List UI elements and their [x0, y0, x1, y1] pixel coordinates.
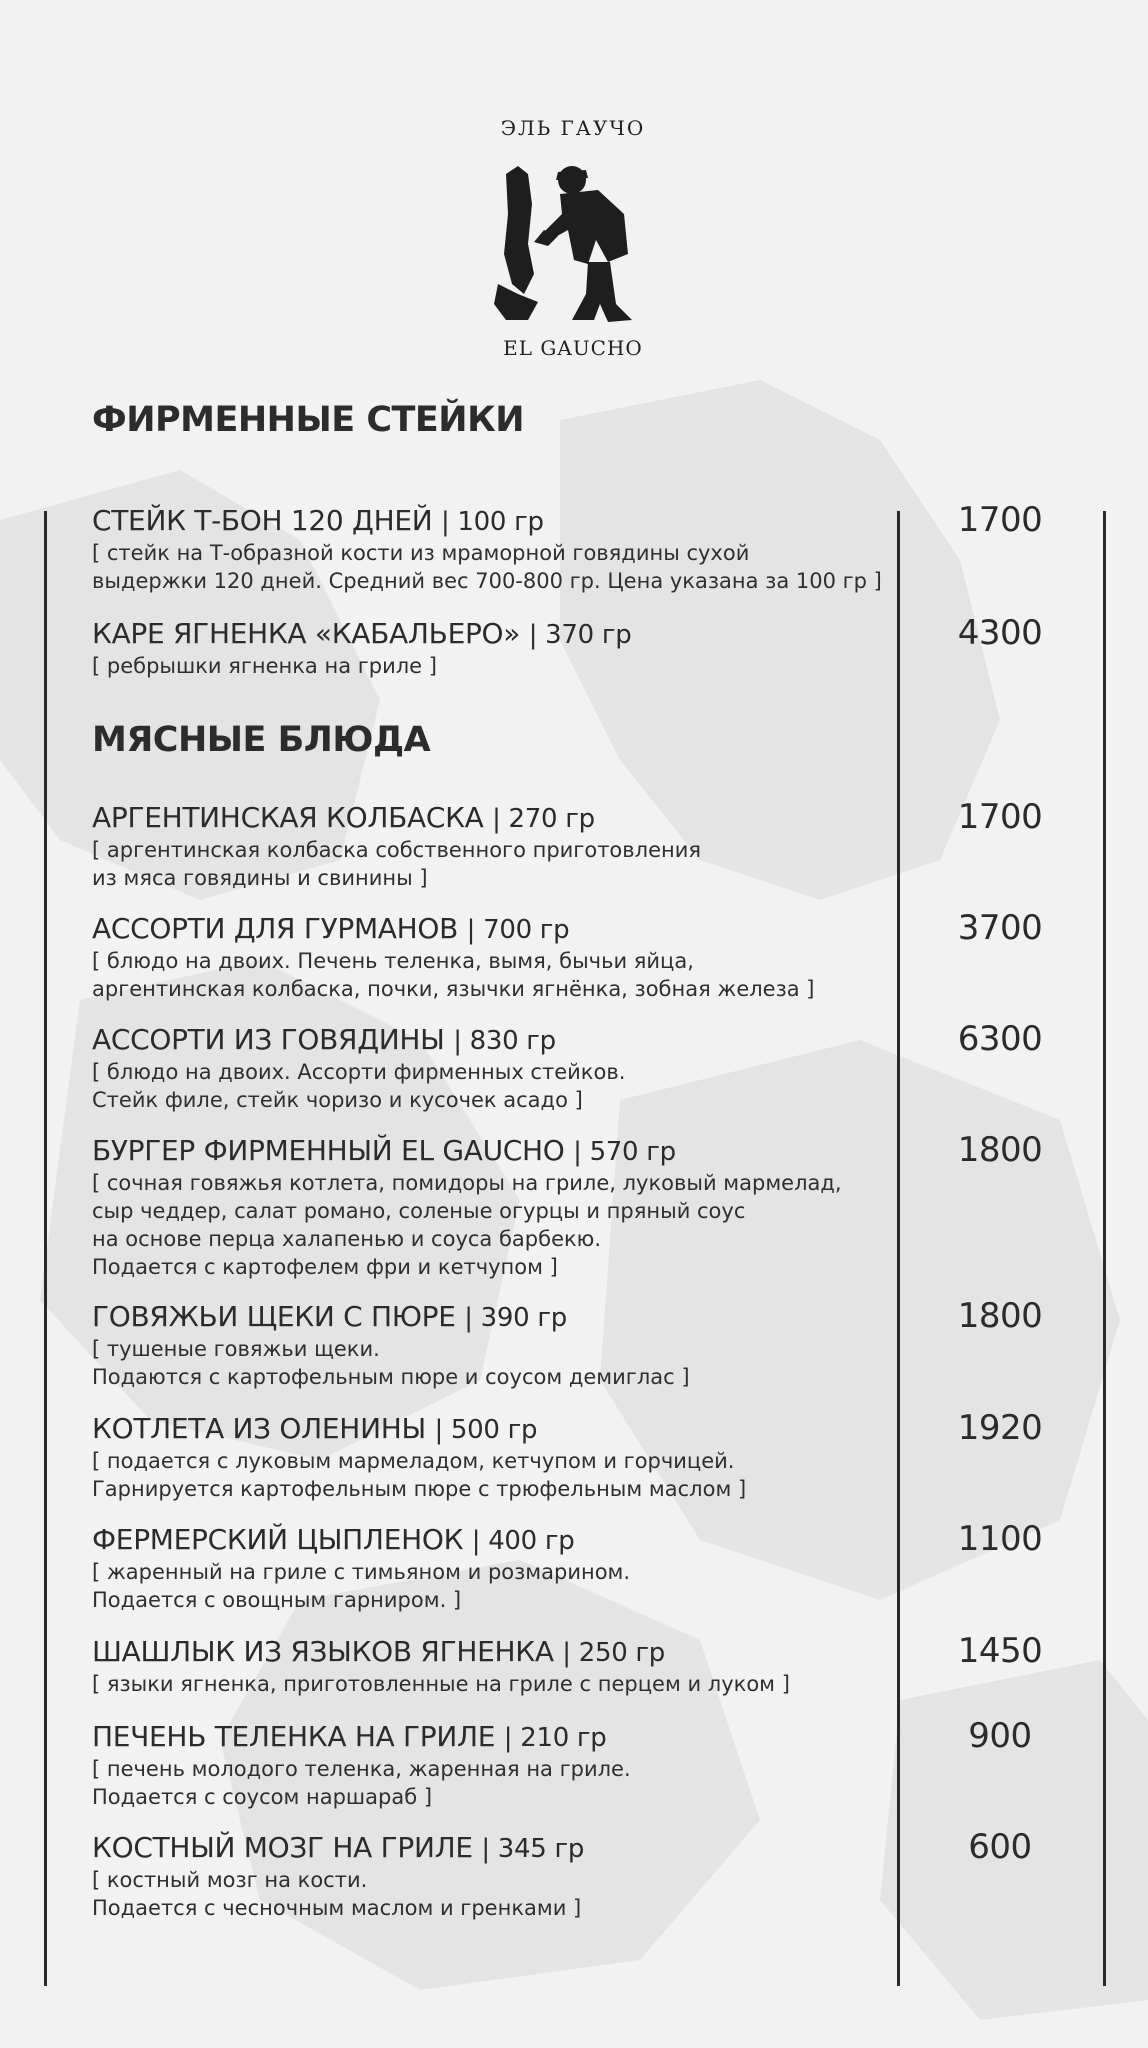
dish-description-line: [ аргентинская колбаска собственного приготовления	[92, 838, 701, 862]
dish-name	[92, 1720, 882, 1755]
dish-weight: | 100 гр	[441, 507, 544, 537]
dish-title: ФЕРМЕРСКИЙ ЦЫПЛЕНОК	[92, 1523, 472, 1556]
dish-price: 6300	[957, 1019, 1043, 1059]
dish-price: 600	[968, 1827, 1032, 1867]
dish-weight: | 250 гр	[562, 1638, 665, 1668]
dish-name	[92, 1300, 882, 1335]
dish-title: АССОРТИ ДЛЯ ГУРМАНОВ	[92, 912, 467, 945]
dish-name	[92, 1523, 882, 1558]
dish-price: 1700	[957, 500, 1043, 540]
dish-description-line: сыр чеддер, салат романо, соленые огурцы и пряный соус	[92, 1199, 746, 1223]
dish-weight: | 270 гр	[492, 804, 595, 834]
dish-name	[92, 912, 882, 947]
dish-title: ПЕЧЕНЬ ТЕЛЕНКА НА ГРИЛЕ	[92, 1720, 504, 1753]
dish-price: 4300	[957, 613, 1043, 653]
dish-title: БУРГЕР ФИРМЕННЫЙ EL GAUCHO	[92, 1134, 574, 1167]
dish-title: КОСТНЫЙ МОЗГ НА ГРИЛЕ	[92, 1831, 482, 1864]
dish-description-line: на основе перца халапенью и соуса барбекю.	[92, 1227, 602, 1251]
menu-item	[92, 1523, 882, 1614]
dish-price: 1800	[957, 1130, 1043, 1170]
dish-name	[92, 617, 882, 652]
dish-price: 1920	[957, 1408, 1043, 1448]
dish-title: ГОВЯЖЬИ ЩЕКИ С ПЮРЕ	[92, 1300, 465, 1333]
dish-price: 900	[968, 1716, 1032, 1756]
menu-item	[92, 1134, 882, 1281]
dish-description-line: [ языки ягненка, приготовленные на гриле с перцем и луком ]	[92, 1672, 790, 1696]
dish-description-line: [ стейк на Т-образной кости из мраморной говядины сухой	[92, 541, 750, 565]
dish-price: 1700	[957, 797, 1043, 837]
dish-weight: | 390 гр	[464, 1303, 567, 1333]
price-column-divider	[897, 511, 900, 1986]
logo-bottom-text: EL GAUCHO	[503, 336, 643, 360]
dish-description-line: [ подается с луковым мармеладом, кетчупом и горчицей.	[92, 1449, 735, 1473]
dish-price: 3700	[957, 908, 1043, 948]
dish-price: 1450	[957, 1631, 1043, 1671]
dish-weight: | 570 гр	[573, 1137, 676, 1167]
dish-title: АССОРТИ ИЗ ГОВЯДИНЫ	[92, 1023, 454, 1056]
dish-description-line: Гарнируется картофельным пюре с трюфельным маслом ]	[92, 1477, 747, 1501]
dish-weight: | 830 гр	[453, 1026, 556, 1056]
restaurant-logo	[478, 110, 668, 370]
dish-price: 1100	[957, 1519, 1043, 1559]
dish-description-line: Подается с чесночным маслом и гренками ]	[92, 1896, 582, 1920]
dish-title: АРГЕНТИНСКАЯ КОЛБАСКА	[92, 801, 493, 834]
dish-description-line: [ сочная говяжья котлета, помидоры на гриле, луковый мармелад,	[92, 1171, 842, 1195]
gaucho-figure-icon	[488, 144, 658, 334]
menu-item	[92, 504, 882, 595]
dish-description-line: из мяса говядины и свинины ]	[92, 866, 428, 890]
dish-price: 1800	[957, 1296, 1043, 1336]
dish-title: КОТЛЕТА ИЗ ОЛЕНИНЫ	[92, 1412, 435, 1445]
dish-description-line: [ блюдо на двоих. Печень теленка, вымя, бычьи яйца,	[92, 949, 694, 973]
dish-weight: | 345 гр	[481, 1834, 585, 1864]
dish-name	[92, 801, 882, 836]
dish-name	[92, 1635, 882, 1670]
dish-description-line: Стейк филе, стейк чоризо и кусочек асадо ]	[92, 1088, 583, 1112]
dish-name	[92, 1412, 882, 1447]
dish-description-line: [ печень молодого теленка, жаренная на гриле.	[92, 1757, 631, 1781]
dish-weight: | 210 гр	[503, 1723, 607, 1753]
dish-title: ШАШЛЫК ИЗ ЯЗЫКОВ ЯГНЕНКА	[92, 1635, 563, 1668]
menu-item	[92, 1635, 882, 1698]
menu-item	[92, 1023, 882, 1114]
dish-weight: | 400 гр	[471, 1526, 575, 1556]
dish-description-line: Подаются с картофельным пюре и соусом демиглас ]	[92, 1365, 690, 1389]
dish-description-line: аргентинская колбаска, почки, язычки ягнёнка, зобная железа ]	[92, 977, 815, 1001]
dish-description-line: Подается с овощным гарниром. ]	[92, 1588, 462, 1612]
menu-item	[92, 1720, 882, 1811]
right-divider	[1103, 511, 1106, 1986]
menu-item	[92, 801, 882, 892]
dish-description-line: выдержки 120 дней. Средний вес 700-800 гр. Цена указана за 100 гр ]	[92, 569, 882, 593]
menu-item	[92, 1300, 882, 1391]
dish-title: СТЕЙК Т-БОН 120 ДНЕЙ	[92, 504, 441, 537]
left-divider	[44, 511, 47, 1986]
dish-title: КАРЕ ЯГНЕНКА «КАБАЛЬЕРО»	[92, 617, 529, 650]
logo-top-text: ЭЛЬ ГАУЧО	[500, 116, 646, 140]
dish-description-line: Подается с соусом наршараб ]	[92, 1785, 433, 1809]
menu-item	[92, 912, 882, 1003]
dish-name	[92, 504, 882, 539]
dish-name	[92, 1134, 882, 1169]
dish-description-line: Подается с картофелем фри и кетчупом ]	[92, 1255, 558, 1279]
dish-name	[92, 1023, 882, 1058]
dish-weight: | 700 гр	[466, 915, 570, 945]
section-title-signature-steaks: ФИРМЕННЫЕ СТЕЙКИ	[92, 400, 524, 440]
dish-description-line: [ тушеные говяжьи щеки.	[92, 1337, 380, 1361]
dish-name	[92, 1831, 882, 1866]
menu-item	[92, 617, 882, 680]
section-title-meat-dishes: МЯСНЫЕ БЛЮДА	[92, 720, 431, 760]
dish-weight: | 370 гр	[528, 620, 632, 650]
dish-weight: | 500 гр	[434, 1415, 538, 1445]
menu-item	[92, 1412, 882, 1503]
dish-description-line: [ ребрышки ягненка на гриле ]	[92, 654, 437, 678]
dish-description-line: [ жаренный на гриле с тимьяном и розмарином.	[92, 1560, 631, 1584]
dish-description-line: [ костный мозг на кости.	[92, 1868, 368, 1892]
dish-description-line: [ блюдо на двоих. Ассорти фирменных стейков.	[92, 1060, 626, 1084]
menu-item	[92, 1831, 882, 1922]
